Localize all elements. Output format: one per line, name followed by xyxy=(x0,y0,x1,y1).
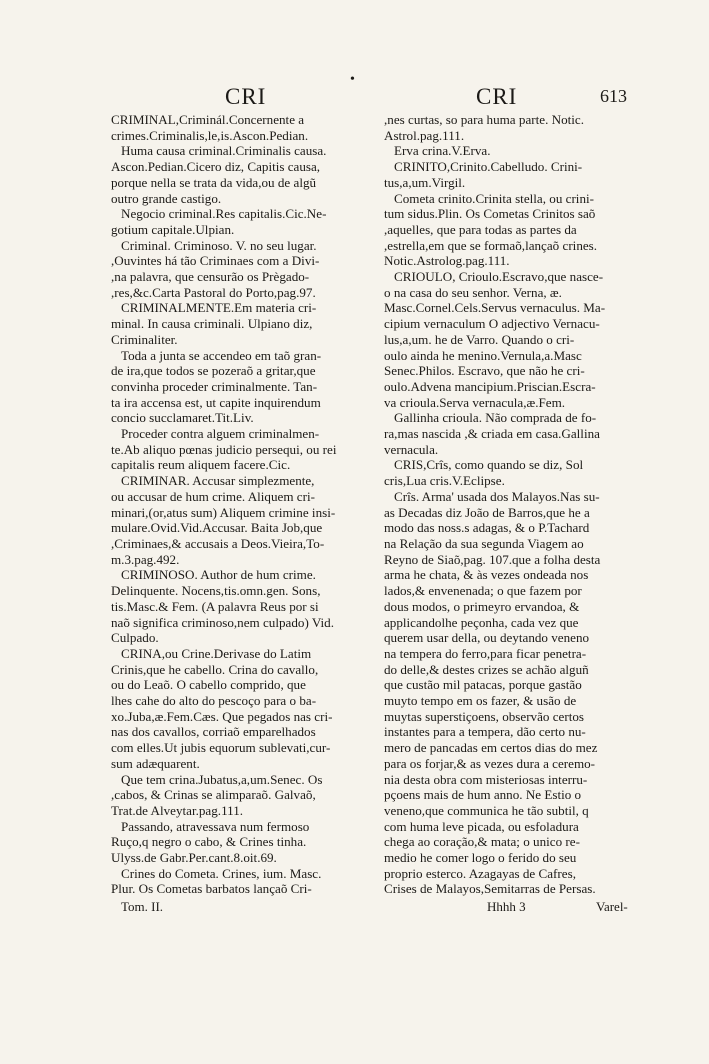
right-column-text-line: cipium vernaculum O adjectivo Vernacu- xyxy=(384,316,600,332)
right-column-text-line: na tempera do ferro,para ficar penetra- xyxy=(384,645,587,661)
right-column-text-line: nia desta obra com misteriosas interru- xyxy=(384,771,588,787)
left-column-text-line: minari,(or,atus sum) Aliquem crimine insi- xyxy=(111,504,336,520)
right-column-text-line: o na casa do seu senhor. Verna, æ. xyxy=(384,284,562,300)
right-column-text-line: Crîs. Arma' usada dos Malayos.Nas su- xyxy=(394,488,600,504)
left-column-text-line: ou do Leaõ. O cabello comprido, que xyxy=(111,677,306,693)
right-column-text-line: instantes para a tempera, dão certo nu- xyxy=(384,724,586,740)
right-column-text-line: Cometa crinito.Crinita stella, ou crini- xyxy=(394,190,594,206)
signature-mark: Hhhh 3 xyxy=(487,899,526,914)
left-column-text-line: capitalis reum aliquem facere.Cic. xyxy=(111,457,291,473)
right-column-text-line: oulo ainda he menino.Vernula,a.Masc xyxy=(384,347,582,363)
right-column-text-line: vernacula. xyxy=(384,441,439,457)
right-column-text-line: oulo.Advena mancipium.Priscian.Escra- xyxy=(384,378,596,394)
right-column-text-line: modo das noss.s adagas, & o P.Tachard xyxy=(384,520,590,536)
left-column-text-line: lhes cahe do alto do pescoço para o ba- xyxy=(111,693,317,709)
right-column-text-line: lus,a,um. he de Varro. Quando o cri- xyxy=(384,331,575,347)
left-column-text-line: ,Criminaes,& accusais a Deos.Vieira,To- xyxy=(111,535,325,551)
left-column-text-line: Huma causa criminal.Criminalis causa. xyxy=(121,143,327,159)
right-column-text-line: proprio esterco. Azagayas de Cafres, xyxy=(384,865,576,881)
left-column-text-line: CRIMINOSO. Author de hum crime. xyxy=(121,567,316,583)
left-column-text-line: Criminal. Criminoso. V. no seu lugar. xyxy=(121,237,317,253)
right-column-text-line: Reyno de Siaõ,pag. 107.que a folha desta xyxy=(384,551,601,567)
right-column-text-line: Senec.Philos. Escravo, que não he cri- xyxy=(384,363,585,379)
left-column-text-line: Delinquente. Nocens,tis.omn.gen. Sons, xyxy=(111,583,321,599)
right-column-text-line: as Decadas diz João de Barros,que he a xyxy=(384,504,590,520)
left-column-text-line: convinha proceder criminalmente. Tan- xyxy=(111,378,318,394)
catchword: Varel- xyxy=(596,899,628,914)
left-column-text-line: outro grande castigo. xyxy=(111,190,222,206)
left-column-text-line: minal. In causa criminali. Ulpiano diz, xyxy=(111,316,313,332)
right-column-text-line: ,aquelles, que para todas as partes da xyxy=(384,221,577,237)
left-column-text-line: Culpado. xyxy=(111,630,159,646)
right-column-text-line: arma he chata, & às vezes ondeada nos xyxy=(384,567,589,583)
right-column-text-line: na Relação da sua segunda Viagem ao xyxy=(384,535,584,551)
left-column-text-line: Trat.de Alveytar.pag.111. xyxy=(111,802,244,818)
left-column-text-line: m.3.pag.492. xyxy=(111,551,180,567)
right-column-text-line: CRIOULO, Crioulo.Escravo,que nasce- xyxy=(394,269,604,285)
left-column-text-line: Plur. Os Cometas barbatos lançaõ Cri- xyxy=(111,881,312,897)
left-column-text-line: porque nella se trata da vida,ou de algũ xyxy=(111,174,317,190)
left-column-text-line: ,res,&c.Carta Pastoral do Porto,pag.97. xyxy=(111,284,316,300)
right-column-text-line: tum sidus.Plin. Os Cometas Crinitos saõ xyxy=(384,206,596,222)
right-column-text-line: ,nes curtas, so para huma parte. Notic. xyxy=(384,112,584,127)
right-column-text-line: Notic.Astrolog.pag.111. xyxy=(384,253,510,269)
right-column-text-line: CRIS,Crîs, como quando se diz, Sol xyxy=(394,457,584,473)
right-column-text-line: Astrol.pag.111. xyxy=(384,127,465,143)
left-column-text-line: Passando, atravessava num fermoso xyxy=(121,818,310,834)
ornament-dot: • xyxy=(350,72,355,87)
right-column-text-line: Gallinha crioula. Não comprada de fo- xyxy=(394,410,597,426)
left-column-text-line: Criminaliter. xyxy=(111,331,178,347)
left-column-text-line: ,cabos, & Crinas se alimparaõ. Galvaõ, xyxy=(111,787,316,803)
left-column-text-line: gotium capitale.Ulpian. xyxy=(111,221,235,237)
left-column-text-line: ou accusar de hum crime. Aliquem cri- xyxy=(111,488,315,504)
left-column-text-line: Toda a junta se accendeo em taõ gran- xyxy=(121,347,322,363)
left-column-text-line: sum adæquarent. xyxy=(111,755,200,771)
right-column-text-line: do delle,& destes crizes se achão alguñ xyxy=(384,661,589,677)
right-column-text-line: chega ao coração,& mata; o unico re- xyxy=(384,834,580,850)
right-column-text-line: mero de pancadas em certos dias do mez xyxy=(384,740,598,756)
right-column-text-line: que custão mil patacas, porque gastão xyxy=(384,677,582,693)
left-column-text-line: Crines do Cometa. Crines, ium. Masc. xyxy=(121,865,322,881)
left-column-text-line: ,Ouvintes há tão Criminaes com a Divi- xyxy=(111,253,320,269)
left-column-text-line: te.Ab aliquo pœnas judicio persequi, ou rei xyxy=(111,441,337,457)
left-column-text-line: ,na palavra, que censurão os Prègado- xyxy=(111,269,310,285)
right-column-text-line: va crioula.Serva vernacula,æ.Fem. xyxy=(384,394,566,410)
left-column-text-line: crimes.Criminalis,le,is.Ascon.Pedian. xyxy=(111,127,309,143)
left-column-text-line: com elles.Ut jubis equorum sublevati,cur- xyxy=(111,740,331,756)
left-column-text-line: Ruço,q negro o cabo, & Crines tinha. xyxy=(111,834,307,850)
left-column-text-line: ta ira accensa est, ut capite inquirendum xyxy=(111,394,321,410)
left-column-text-line: nas dos cavallos, corriaõ emparelhados xyxy=(111,724,316,740)
page-number: 613 xyxy=(600,86,627,106)
left-column-text-line: Ascon.Pedian.Cicero diz, Capitis causa, xyxy=(111,159,321,175)
right-column-text-line: pçoens mais de hum anno. Ne Estio o xyxy=(384,787,582,803)
right-running-head: CRI xyxy=(476,84,518,109)
right-column-text-line: medio he comer logo o ferido do seu xyxy=(384,850,577,866)
right-column xyxy=(384,112,638,897)
right-column-text-line: Crises de Malayos,Semitarras de Persas. xyxy=(384,881,596,897)
left-column-text-line: concio succlamaret.Tit.Liv. xyxy=(111,410,254,426)
right-column-text-line: lados,& envenenada; o que fazem por xyxy=(384,583,582,599)
right-column-text-line: cris,Lua cris.V.Eclipse. xyxy=(384,473,505,489)
right-column-text-line: Masc.Cornel.Cels.Servus vernaculus. Ma- xyxy=(384,300,606,316)
right-column-text-line: ra,mas nascida ,& criada em casa.Gallina xyxy=(384,426,600,442)
left-column-text-line: Proceder contra alguem criminalmen- xyxy=(121,426,320,442)
right-column-text-line: ,estrella,em que se formaõ,lançaõ crines. xyxy=(384,237,598,253)
left-running-head: CRI xyxy=(225,84,267,109)
left-column-text-line: Ulyss.de Gabr.Per.cant.8.oit.69. xyxy=(111,850,277,866)
left-column-text-line: xo.Juba,æ.Fem.Cæs. Que pegados nas cri- xyxy=(111,708,333,724)
right-column-text-line: muytas superstiçoens, observão certos xyxy=(384,708,584,724)
right-column-text-line: querem usar della, ou deytando veneno xyxy=(384,630,590,646)
right-column-text-line: tus,a,um.Virgil. xyxy=(384,174,466,190)
left-column-text-line: de ira,que todos se pozeraõ a gritar,que xyxy=(111,363,316,379)
left-column-text-line: CRIMINAL,Criminál.Concernente a xyxy=(111,112,305,127)
right-column-text-line: veneno,que communica he tão subtil, q xyxy=(384,802,589,818)
left-column xyxy=(111,112,363,897)
left-column-text-line: CRINA,ou Crine.Derivase do Latim xyxy=(121,645,312,661)
right-column-text-line: CRINITO,Crinito.Cabelludo. Crini- xyxy=(394,159,583,175)
left-column-text-line: Negocio criminal.Res capitalis.Cic.Ne- xyxy=(121,206,327,222)
right-column-text-line: para os forjar,& as vezes dura a ceremo- xyxy=(384,755,596,771)
left-column-text-line: Crinis,que he cabello. Crina do cavallo, xyxy=(111,661,319,677)
left-column-text-line: Que tem crina.Jubatus,a,um.Senec. Os xyxy=(121,771,323,787)
left-column-text-line: CRIMINAR. Accusar simplezmente, xyxy=(121,473,315,489)
left-column-text-line: mulare.Ovid.Vid.Accusar. Baita Job,que xyxy=(111,520,323,536)
right-column-text-line: applicandolhe peçonha, cada vez que xyxy=(384,614,579,630)
left-footer-volume: Tom. II. xyxy=(121,899,164,914)
right-column-text-line: Erva crina.V.Erva. xyxy=(394,143,491,159)
left-column-text-line: naõ significa criminoso,nem culpado) Vid. xyxy=(111,614,334,630)
right-column-text-line: dous modos, o primeyro ervandoa, & xyxy=(384,598,580,614)
left-column-text-line: CRIMINALMENTE.Em materia cri- xyxy=(121,300,317,316)
right-column-text-line: com huma leve picada, ou esfoladura xyxy=(384,818,579,834)
left-column-text-line: tis.Masc.& Fem. (A palavra Reus por si xyxy=(111,598,319,614)
right-column-text-line: muyto tempo em os fazer, & usão de xyxy=(384,693,577,709)
